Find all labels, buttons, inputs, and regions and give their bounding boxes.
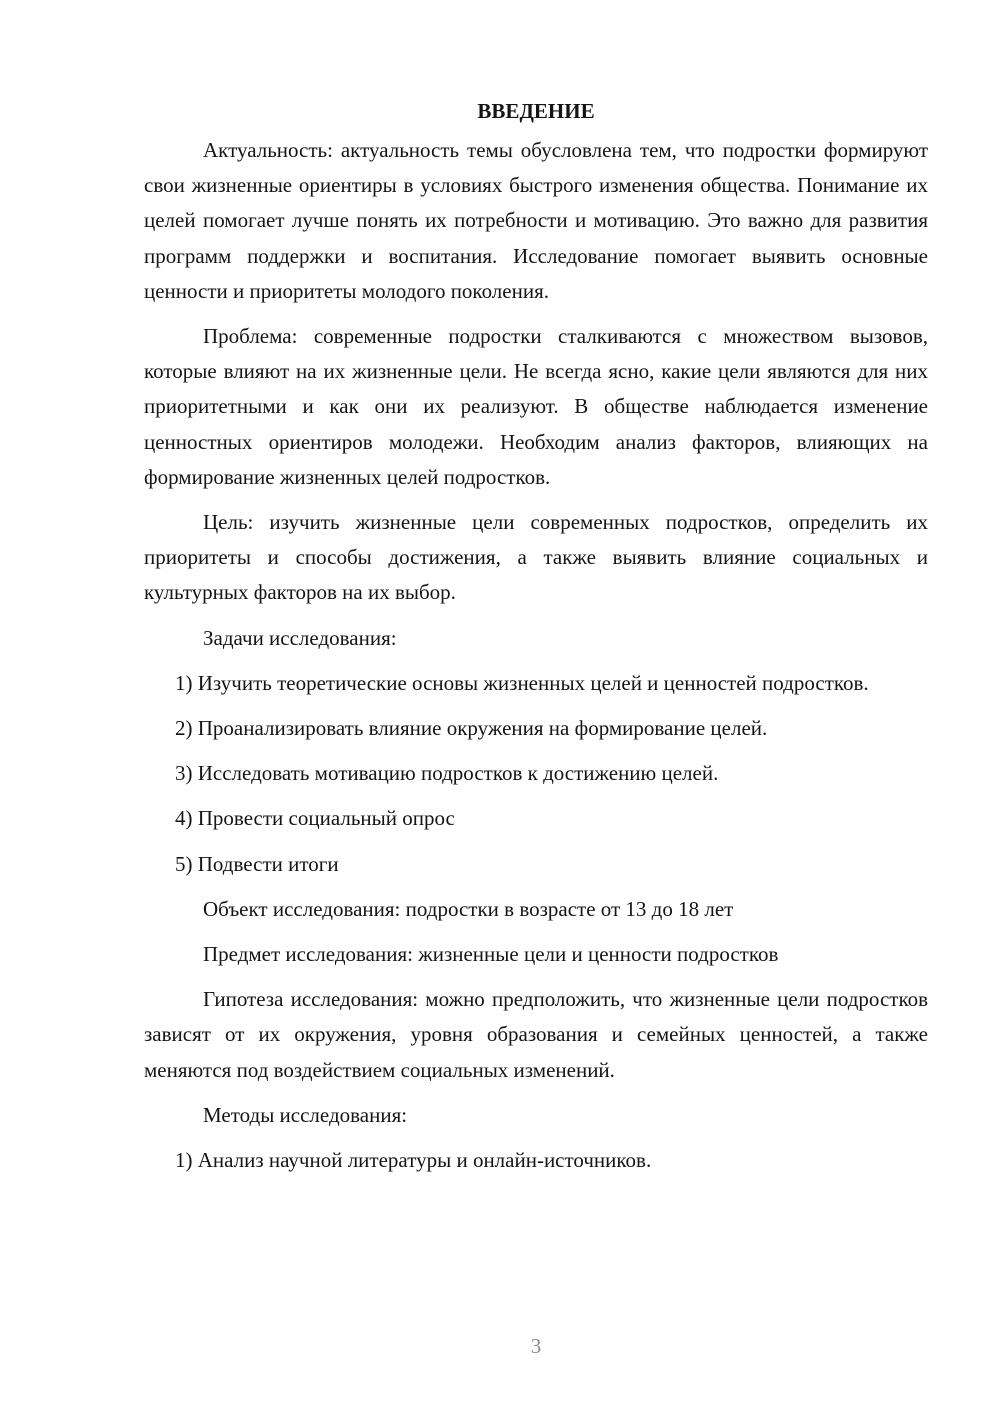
hypothesis-paragraph: Гипотеза исследования: можно предположить, что жизненные цели подростков зависят от их окружения, уровня образования и семейных ценностей, а также меняются под воздействием социальных изменений.: [144, 987, 928, 1082]
task-item-3: 3) Исследовать мотивацию подростков к достижению целей.: [175, 761, 719, 786]
task-item-2: 2) Проанализировать влияние окружения на формирование целей.: [175, 716, 768, 741]
methods-heading: Методы исследования:: [203, 1102, 408, 1127]
research-subject: Предмет исследования: жизненные цели и ценности подростков: [203, 942, 779, 967]
task-item-4: 4) Провести социальный опрос: [175, 806, 455, 831]
goal-paragraph: Цель: изучить жизненные цели современных подростков, определить их приоритеты и способы достижения, а также выявить влияние социальных и культурных факторов на их выбор.: [144, 510, 928, 605]
page-content: [144, 96, 928, 1188]
relevance-paragraph: Актуальность: актуальность темы обусловлена тем, что подростки формируют свои жизненные ориентиры в условиях быстрого изменения общества. Понимание их целей помогает лучше понять их потребности и мотивацию. Это важно для развития программ поддержки и воспитания. Исследование помогает выявить основные ценности и приоритеты молодого поколения.: [144, 138, 928, 303]
tasks-heading: Задачи исследования:: [203, 625, 397, 650]
task-item-5: 5) Подвести итоги: [175, 851, 339, 876]
page-title: ВВЕДЕНИЕ: [477, 99, 595, 123]
task-item-1: 1) Изучить теоретические основы жизненных целей и ценностей подростков.: [175, 670, 869, 695]
page-number: 3: [530, 1334, 542, 1358]
research-object: Объект исследования: подростки в возрасте от 13 до 18 лет: [203, 896, 734, 921]
method-item-1: 1) Анализ научной литературы и онлайн-источников.: [175, 1148, 652, 1173]
problem-paragraph: Проблема: современные подростки сталкиваются с множеством вызовов, которые влияют на их жизненные цели. Не всегда ясно, какие цели являются для них приоритетными и как они их реализуют. В обществе наблюдается изменение ценностных ориентиров молодежи. Необходим анализ факторов, влияющих на формирование жизненных целей подростков.: [144, 324, 928, 489]
